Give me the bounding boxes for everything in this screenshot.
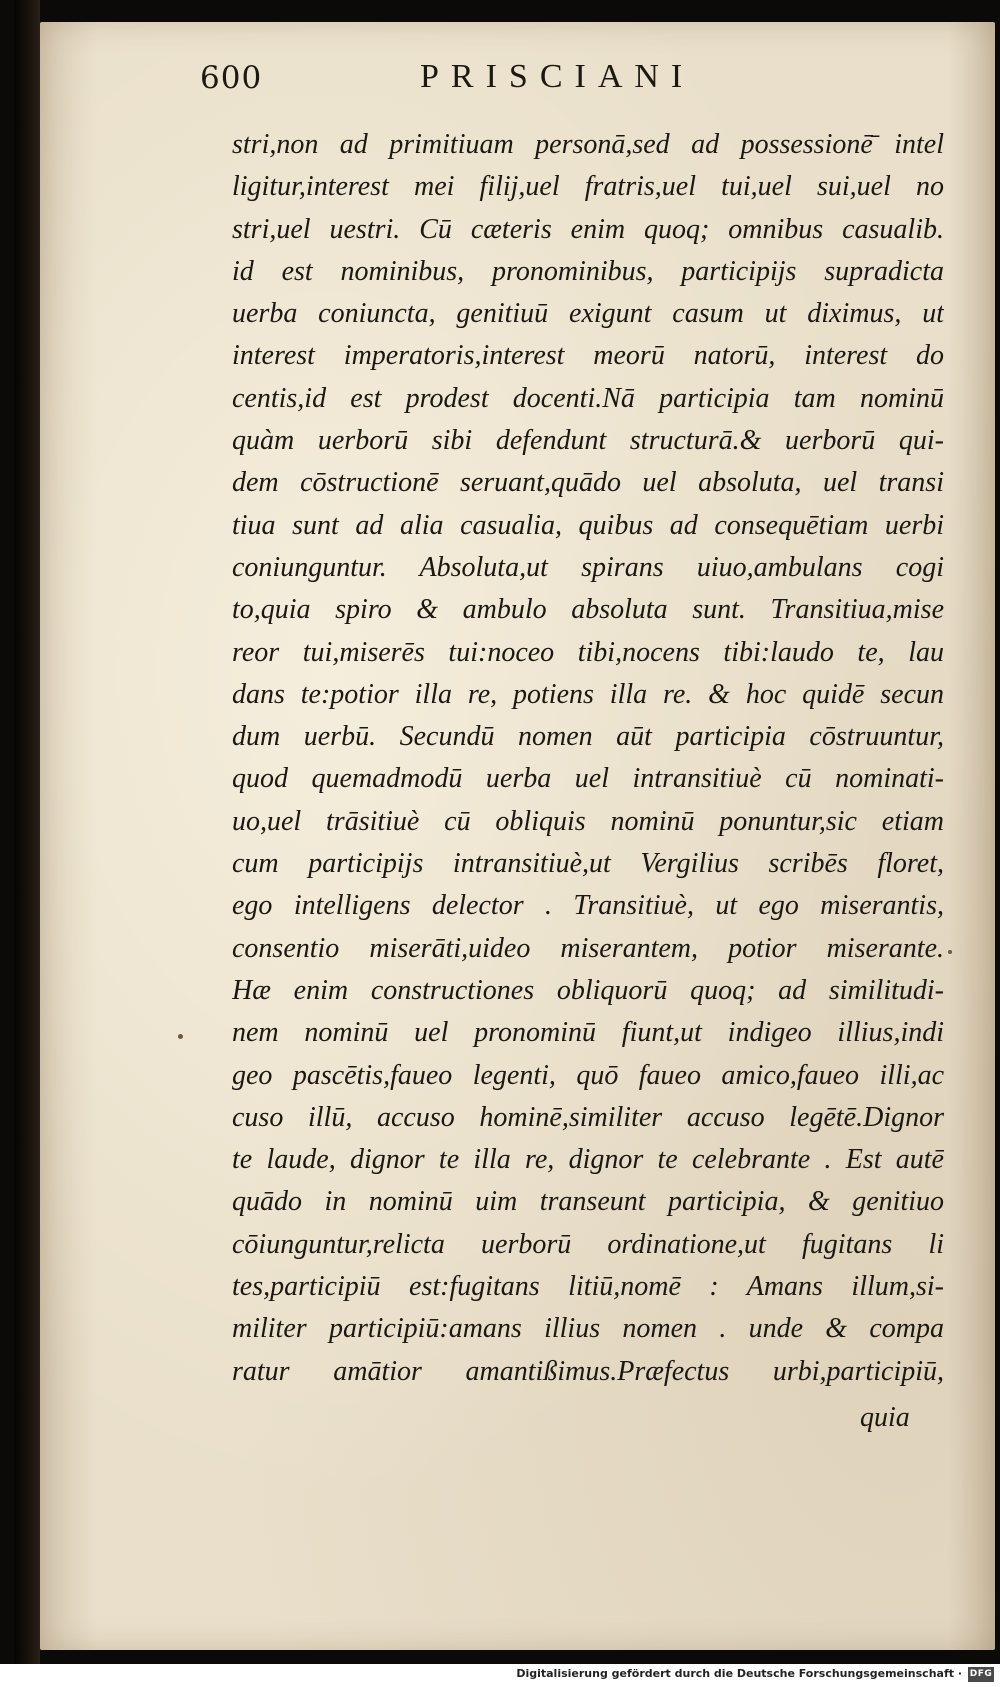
text-line: dum uerbū. Secundū nomen aūt participia cōstruuntur, [232, 721, 944, 753]
text-line: stri,uel uestri. Cū cæteris enim quoq; omnibus casualib. [232, 213, 944, 245]
paper-speck [178, 1034, 183, 1039]
text-line: cōiunguntur,relicta uerborū ordinatione,ut fugitans li [232, 1228, 944, 1260]
digitization-footer [0, 1664, 1000, 1687]
text-line: quàm uerborū sibi defendunt structurā.& uerborū qui- [232, 425, 944, 457]
text-line: centis,id est prodest docenti.Nā participia tam nominū [232, 382, 944, 414]
text-line: cum participijs intransitiuè,ut Vergilius scribēs floret, [232, 848, 944, 880]
text-line: to,quia spiro & ambulo absoluta sunt. Transitiua,mise [232, 594, 944, 626]
text-line: dans te:potior illa re, potiens illa re. & hoc quidē secun [232, 678, 944, 710]
text-line: Hæ enim constructiones obliquorū quoq; ad similitudi- [232, 974, 944, 1006]
text-line: quod quemadmodū uerba uel intransitiuè cū nominati- [232, 763, 944, 795]
dfg-logo: DFG [968, 1667, 994, 1682]
text-line: militer participiū:amans illius nomen . unde & compa [232, 1313, 944, 1345]
text-line: ligitur,interest mei filij,uel fratris,uel tui,uel sui,uel no [232, 171, 944, 203]
book-binding-edge [14, 0, 40, 1687]
text-line: stri,non ad primitiuam personā,sed ad possessionē̄ intel [232, 129, 944, 160]
running-head-title: PRISCIANI [420, 58, 695, 95]
text-line: uerba coniuncta, genitiuū exigunt casum ut diximus, ut [232, 298, 944, 330]
text-line: interest imperatoris,interest meorū natorū, interest do [232, 340, 944, 372]
text-line: coniunguntur. Absoluta,ut spirans uiuo,ambulans cogi [232, 551, 944, 583]
text-line: tiua sunt ad alia casualia, quibus ad consequētiam uerbi [232, 509, 944, 541]
catchword: quia [860, 1402, 910, 1433]
text-line: dem cōstructionē seruant,quādo uel absoluta, uel transi [232, 467, 944, 499]
funding-credit: Digitalisierung gefördert durch die Deutsche Forschungsgemeinschaft · [516, 1667, 962, 1680]
text-line: tes,participiū est:fugitans litiū,nomē : Amans illum,si- [232, 1271, 944, 1303]
text-line: cuso illū, accuso hominē,similiter accuso legētē.Dignor [232, 1101, 944, 1133]
page-number: 600 [200, 60, 263, 96]
body-text [232, 124, 944, 1393]
text-line: quādo in nominū uim transeunt participia, & genitiuo [232, 1186, 944, 1218]
text-line: geo pascētis,faueo legenti, quō faueo amico,faueo illi,ac [232, 1059, 944, 1091]
paper-speck [948, 950, 952, 954]
text-line: uo,uel trāsitiuè cū obliquis nominū ponuntur,sic etiam [232, 805, 944, 837]
text-line: te laude, dignor te illa re, dignor te celebrante . Est autē [232, 1144, 944, 1176]
text-line: ratur amātior amantißimus.Præfectus urbi,participiū, [232, 1355, 944, 1387]
text-line: reor tui,miserēs tui:noceo tibi,nocens tibi:laudo te, lau [232, 636, 944, 668]
text-line: ego intelligens delector . Transitiuè, ut ego miserantis, [232, 890, 944, 922]
text-line: consentio miserāti,uideo miserantem, potior miserante. [232, 932, 944, 964]
text-line: id est nominibus, pronominibus, participijs supradicta [232, 255, 944, 287]
text-line: nem nominū uel pronominū fiunt,ut indigeo illius,indi [232, 1017, 944, 1049]
